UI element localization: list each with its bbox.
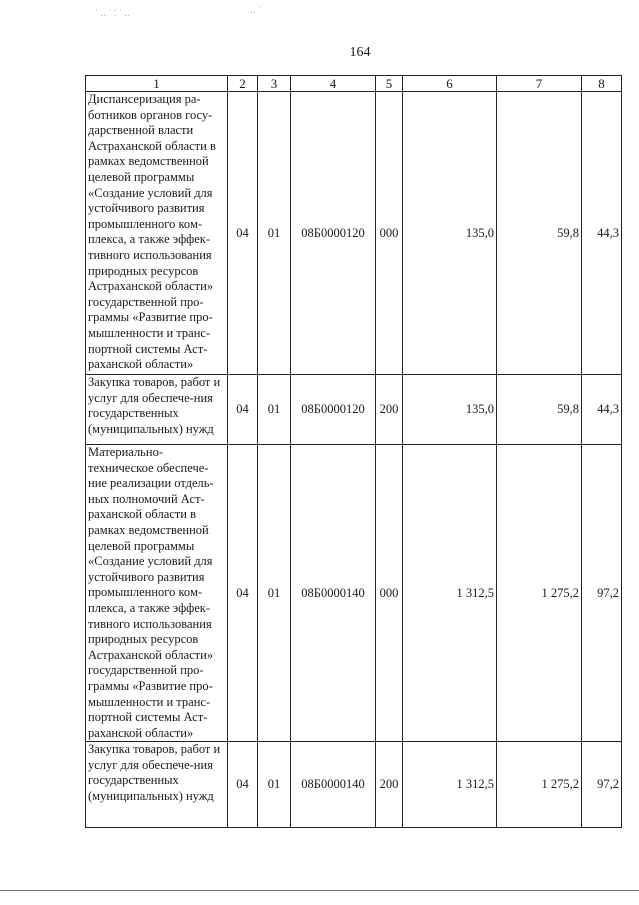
target-article-code: 08Б0000120: [291, 92, 376, 375]
table-row: [86, 375, 622, 445]
amount-col6: 1 312,5: [403, 742, 497, 828]
budget-table: [85, 75, 622, 828]
subsection-code: 01: [258, 92, 291, 375]
percent-col8: 44,3: [582, 375, 622, 445]
header-row: [86, 76, 622, 92]
page-number: 164: [349, 45, 371, 60]
target-article-code: 08Б0000140: [291, 445, 376, 742]
amount-col7: 1 275,2: [497, 742, 582, 828]
header-cell: 2: [228, 76, 258, 92]
amount-col7: 1 275,2: [497, 445, 582, 742]
section-code: 04: [228, 375, 258, 445]
percent-col8: 97,2: [582, 445, 622, 742]
row-description: Материально-техническое обеспече-ние реализации отдель-ных полномочий Аст-раханской области в рамках ведомственной целевой программы «Создание условий для устойчивого развития промышленного ком-плекса, а также эффек-тивного использования природных ресурсов Астраханской области» государственной про-граммы «Развитие про-мышленности и транс-портной системы Аст-раханской области»: [86, 445, 228, 742]
percent-col8: 97,2: [582, 742, 622, 828]
table-row: [86, 92, 622, 375]
target-article-code: 08Б0000120: [291, 375, 376, 445]
table-row: [86, 445, 622, 742]
amount-col6: 135,0: [403, 92, 497, 375]
expense-type-code: 200: [376, 742, 403, 828]
subsection-code: 01: [258, 445, 291, 742]
row-description: Закупка товаров, работ и услуг для обеспече-ния государственных (муниципальных) нужд: [86, 742, 228, 828]
header-cell: 8: [582, 76, 622, 92]
section-code: 04: [228, 742, 258, 828]
subsection-code: 01: [258, 375, 291, 445]
header-cell: 5: [376, 76, 403, 92]
header-cell: 7: [497, 76, 582, 92]
section-code: 04: [228, 92, 258, 375]
scan-noise: ‥ ˙: [250, 5, 262, 15]
scan-noise: ˙ ‥ ˙ ⁚ ˙ ‥: [95, 8, 131, 18]
target-article-code: 08Б0000140: [291, 742, 376, 828]
amount-col7: 59,8: [497, 375, 582, 445]
table-row: [86, 742, 622, 828]
section-code: 04: [228, 445, 258, 742]
expense-type-code: 000: [376, 92, 403, 375]
scan-edge-line: [0, 890, 639, 891]
subsection-code: 01: [258, 742, 291, 828]
header-cell: 3: [258, 76, 291, 92]
row-description: Диспансеризация ра-ботников органов госу-дарственной власти Астраханской области в рамках ведомственной целевой программы «Создание условий для устойчивого развития промышленного ком-плекса, а также эффек-тивного использования природных ресурсов Астраханской области» государственной про-граммы «Развитие про-мышленности и транс-портной системы Аст-раханской области»: [86, 92, 228, 375]
expense-type-code: 200: [376, 375, 403, 445]
amount-col6: 1 312,5: [403, 445, 497, 742]
amount-col6: 135,0: [403, 375, 497, 445]
percent-col8: 44,3: [582, 92, 622, 375]
amount-col7: 59,8: [497, 92, 582, 375]
expense-type-code: 000: [376, 445, 403, 742]
header-cell: 6: [403, 76, 497, 92]
row-description: Закупка товаров, работ и услуг для обеспече-ния государственных (муниципальных) нужд: [86, 375, 228, 445]
header-cell: 1: [86, 76, 228, 92]
header-cell: 4: [291, 76, 376, 92]
